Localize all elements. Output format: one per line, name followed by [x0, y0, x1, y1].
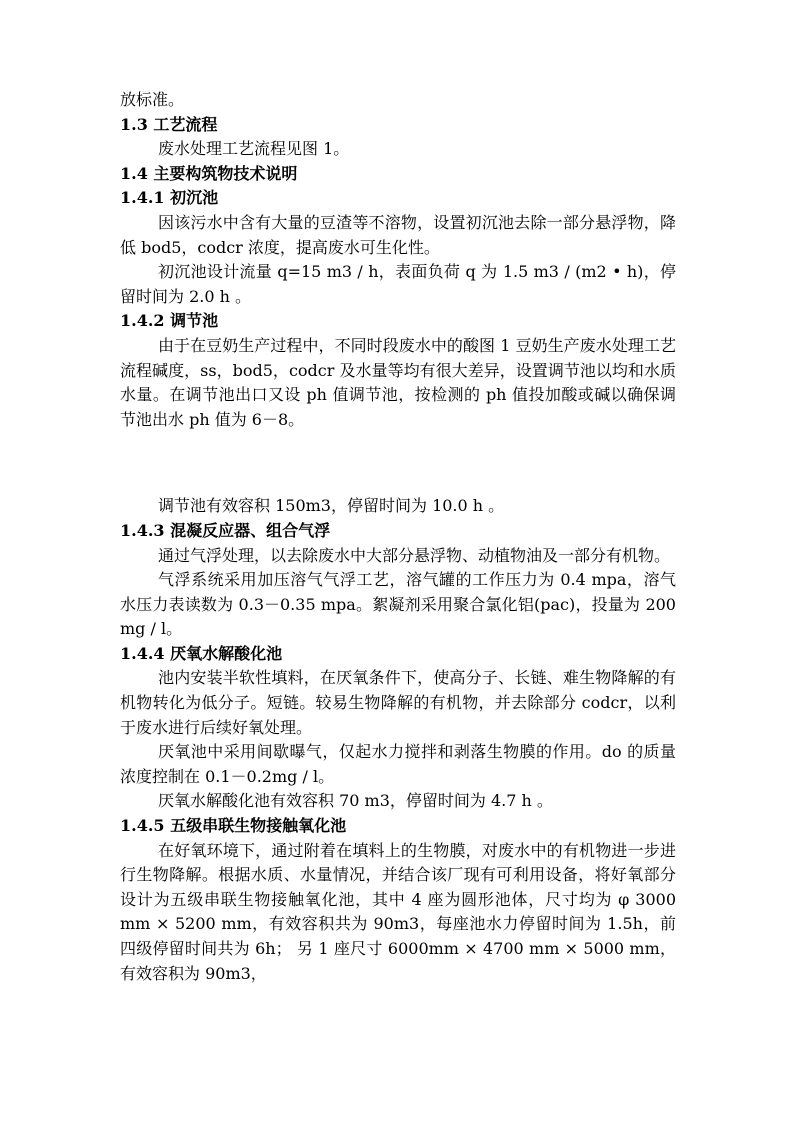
section-heading: 1.4.4 厌氧水解酸化池	[120, 643, 283, 663]
document-page	[120, 88, 676, 986]
blank-space	[120, 432, 676, 494]
paragraph: 厌氧水解酸化池有效容积 70 m3，停留时间为 4.7 h 。	[158, 791, 553, 811]
paragraph: 因该污水中含有大量的豆渣等不溶物，设置初沉池去除一部分悬浮物，降低 bod5，codcr 浓度，提高废水可生化性。	[120, 212, 676, 257]
paragraph: 调节池有效容积 150m3，停留时间为 10.0 h 。	[158, 496, 505, 516]
section-heading: 1.4 主要构筑物技术说明	[120, 163, 298, 183]
section-heading: 1.4.5 五级串联生物接触氧化池	[120, 816, 347, 836]
section-heading: 1.4.2 调节池	[120, 311, 219, 331]
paragraph: 由于在豆奶生产过程中，不同时段废水中的酸图 1 豆奶生产废水处理工艺流程碱度，ss，bod5，codcr 及水量等均有很大差异，设置调节池以均和水质水量。在调节池出口又设 ph 值调节池，按检测的 ph 值投加酸或碱以确保调节池出水 ph 值为 6－8。	[120, 335, 676, 429]
paragraph: 厌氧池中采用间歇曝气，仅起水力搅拌和剥落生物膜的作用。do 的质量浓度控制在 0.1－0.2mg / l。	[120, 742, 676, 786]
section-heading: 1.4.3 混凝反应器、组合气浮	[120, 520, 331, 540]
paragraph: 气浮系统采用加压溶气气浮工艺，溶气罐的工作压力为 0.4 mpa，溶气水压力表读数为 0.3－0.35 mpa。絮凝剂采用聚合氯化铝(pac)，投量为 200 mg / l。	[120, 570, 676, 639]
paragraph: 在好氧环境下，通过附着在填料上的生物膜，对废水中的有机物进一步进行生物降解。根据水质、水量情况，并结合该厂现有可利用设备，将好氧部分设计为五级串联生物接触氧化池，其中 4 座为圆形池体，尺寸均为 φ 3000 mm × 5200 mm，有效容积共为 90m3，每座池水力停留时间为 1.5h，前四级停留时间共为 6h； 另 1 座尺寸 6000mm × 4700 mm × 5000 mm，有效容积为 90m3，	[120, 840, 676, 983]
section-heading: 1.3 工艺流程	[120, 114, 218, 134]
paragraph: 废水处理工艺流程见图 1。	[158, 139, 350, 159]
paragraph: 初沉池设计流量 q=15 m3 / h，表面负荷 q 为 1.5 m3 / (m2 • h)，停留时间为 2.0 h 。	[120, 262, 676, 306]
paragraph: 放标准。	[120, 90, 185, 109]
paragraph: 通过气浮处理，以去除废水中大部分悬浮物、动植物油及一部分有机物。	[158, 545, 671, 565]
section-heading: 1.4.1 初沉池	[120, 188, 219, 208]
paragraph: 池内安装半软性填料，在厌氧条件下，使高分子、长链、难生物降解的有机物转化为低分子。短链。较易生物降解的有机物，并去除部分 codcr，以利于废水进行后续好氧处理。	[120, 668, 676, 737]
